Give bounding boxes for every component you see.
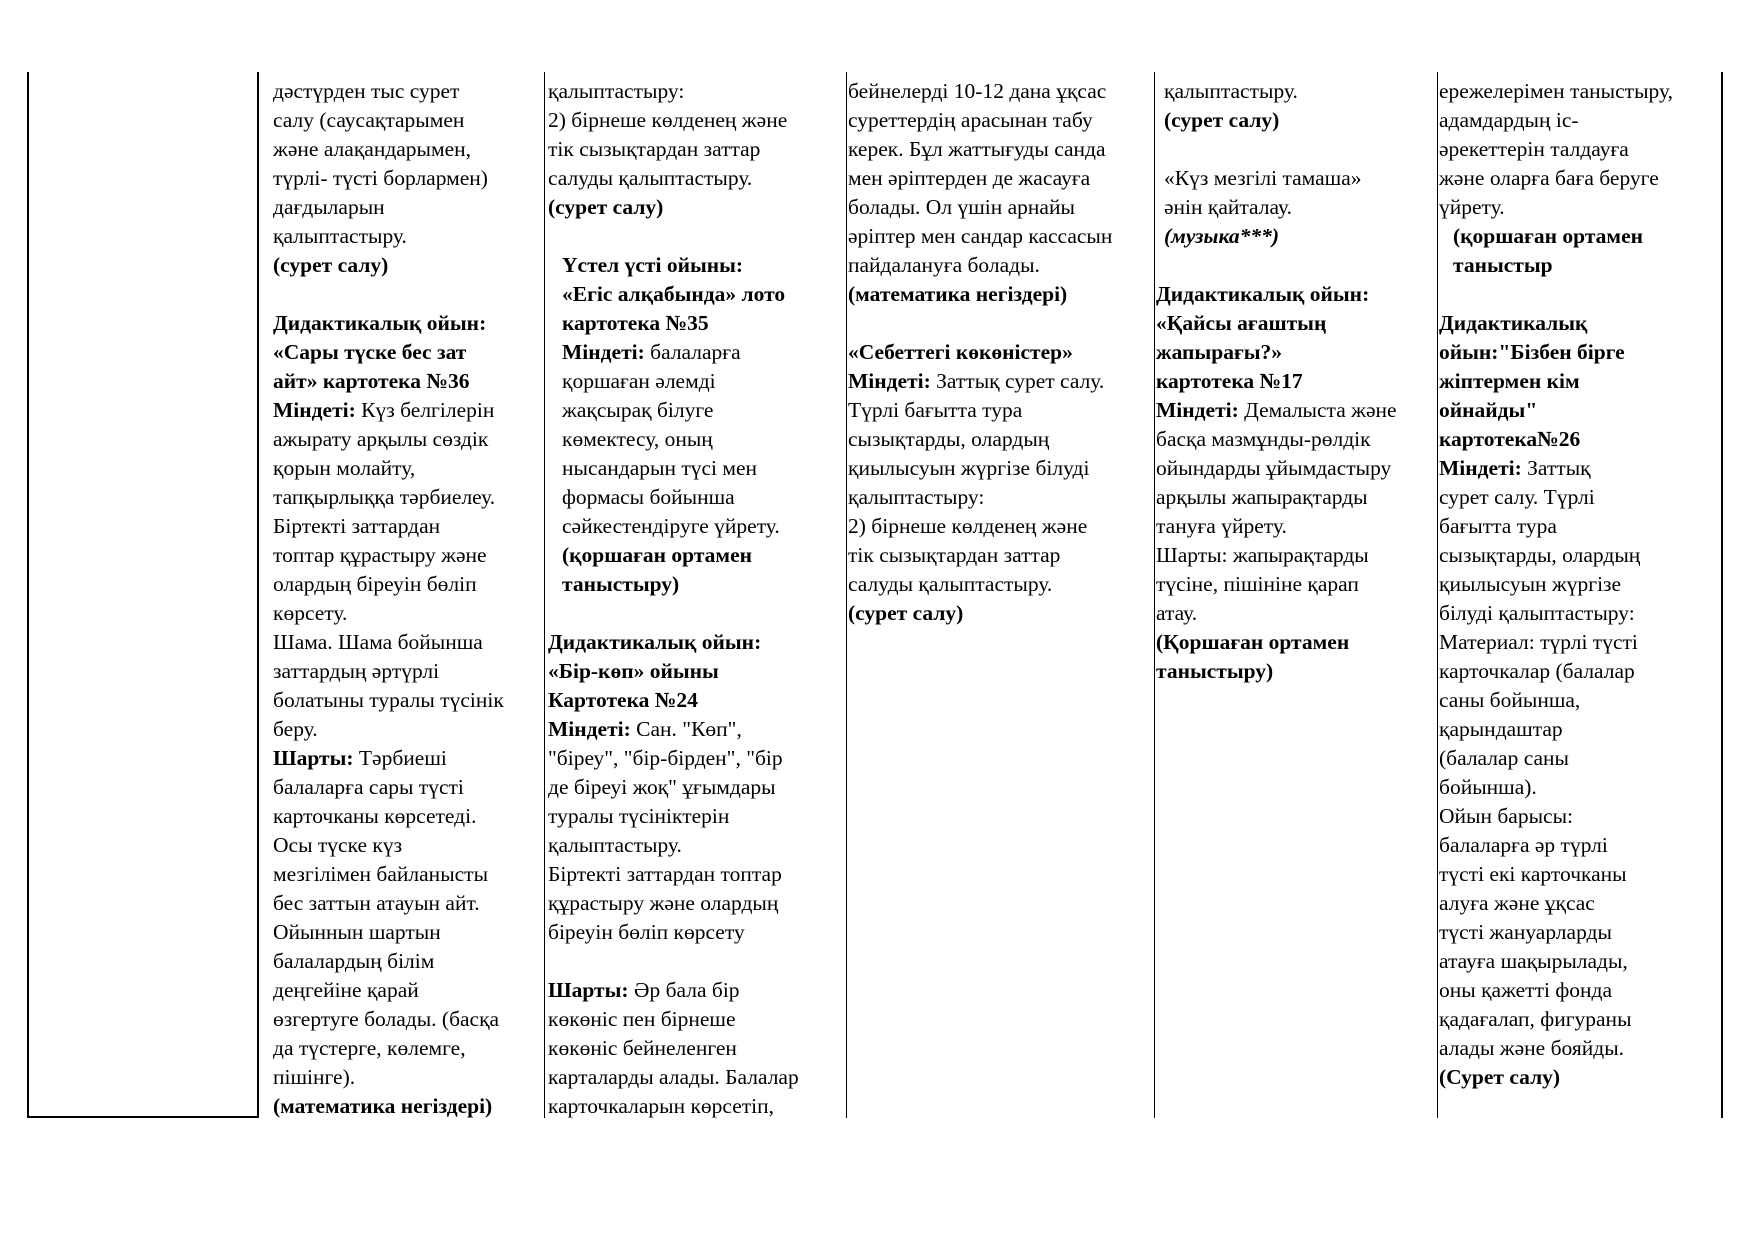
text-line: формасы бойынша [562,485,735,509]
text-line: түрлі- түсті борлармен) [273,166,488,190]
text-line: атау. [1156,601,1198,625]
text-line: ойындарды ұйымдастыру [1156,456,1392,480]
text-line: бағытта тура [1439,514,1557,538]
text-line: Осы түске күз [273,833,403,857]
text-line: түсті жануарларды [1439,920,1612,944]
text-line: пайдалануға болады. [848,253,1040,277]
text-line: өзгертуге болады. (басқа [273,1007,500,1031]
text-line: (балалар саны [1439,746,1569,770]
text-line: беру. [273,717,318,741]
text-line: Үстел үсті ойыны: [562,253,744,277]
text-line: де біреуі жоқ" ұғымдары [548,775,776,799]
text-line: туралы түсініктерін [548,804,730,828]
table-border-right [1721,72,1723,1118]
text-line: (Сурет салу) [1439,1065,1561,1089]
text-line: (сурет салу) [273,253,389,277]
text-line: бойынша). [1439,775,1537,799]
text-line: алуға және ұқсас [1439,891,1595,915]
text-line: Міндеті: Сан. "Көп", [548,717,742,741]
text-line: картотека №35 [562,311,709,335]
text-line: Міндеті: Заттық [1439,456,1591,480]
text-line: Міндеті: Демалыста және [1156,398,1397,422]
text-line: құрастыру және олардың [548,891,779,915]
text-line: қалыптастыру. [273,224,407,248]
text-line: Міндеті: Күз белгілерін [273,398,495,422]
text-line: әріптер мен сандар кассасын [848,224,1113,248]
column-divider-5 [1437,72,1438,1118]
column-divider-2 [544,72,545,1118]
text-line: әрекеттерін талдауға [1439,137,1629,161]
table-cell-col-2 [548,77,799,1121]
text-line: нысандарын түсі мен [562,456,758,480]
text-line: «Егіс алқабында» лото [562,282,786,306]
text-line: жапырағы?» [1156,340,1282,364]
text-line: қиылысуын жүргізе білуді [848,456,1090,480]
text-line: балалардың білім [273,949,435,973]
text-line: Дидактикалық ойын: [273,311,487,335]
text-line: қалыптастыру: [848,485,985,509]
text-line: Ойыннын шартын [273,920,441,944]
text-line: тануға үйрету. [1156,514,1287,538]
text-line: қадағалап, фигураны [1439,1007,1632,1031]
text-line: балаларға әр түрлі [1439,833,1608,857]
text-line: салуды қалыптастыру. [848,572,1053,596]
text-line: атауға шақырылады, [1439,949,1628,973]
text-line: «Бір-көп» ойыны [548,659,719,683]
text-line: сәйкестендіруге үйрету. [562,514,780,538]
text-line: Шама. Шама бойынша [273,630,483,654]
text-line: тік сызықтардан заттар [548,137,761,161]
text-line: ережелерімен таныстыру, [1439,79,1673,103]
text-line: және алақандарымен, [273,137,472,161]
text-line: 2) бірнеше көлденең және [548,108,788,132]
text-line: біреуін бөліп көрсету [548,920,745,944]
text-line: Біртекті заттардан топтар [548,862,782,886]
text-line: керек. Бұл жаттығуды санда [848,137,1106,161]
text-line: Картотека №24 [548,688,698,712]
text-line: таныстыр [1453,253,1553,277]
text-line: карточканы көрсетеді. [273,804,477,828]
text-line: таныстыру) [1156,659,1274,683]
text-line: басқа мазмұнды-рөлдік [1156,427,1371,451]
text-line: суреттердің арасынан табу [848,108,1093,132]
text-line: пішінге). [273,1065,356,1089]
text-line: көкөніс бейнеленген [548,1036,737,1060]
text-line: мен әріптерден де жасауға [848,166,1091,190]
text-line: ойын:"Бізбен бірге [1439,340,1625,364]
text-line: қалыптастыру. [1164,79,1298,103]
text-line: айт» картотека №36 [273,369,470,393]
text-line: дәстүрден тыс сурет [273,79,460,103]
text-line: Міндеті: балаларға [562,340,741,364]
text-line: «Күз мезгілі тамаша» [1164,166,1362,190]
text-line: Міндеті: Заттық сурет салу. [848,369,1105,393]
text-line: болатыны туралы түсінік [273,688,504,712]
text-line: сызықтарды, олардың [848,427,1050,451]
column-divider-4 [1154,72,1155,1118]
text-line: Дидактикалық ойын: [1156,282,1370,306]
text-line: Шарты: Әр бала бір [548,978,740,1002]
text-line: Дидактикалық [1439,311,1588,335]
text-line: саны бойынша, [1439,688,1581,712]
text-line: болады. Ол үшін арнайы [848,195,1075,219]
text-line: Түрлі бағытта тура [848,398,1023,422]
text-line: қалыптастыру: [548,79,685,103]
text-line: тапқырлыққа тәрбиелеу. [273,485,496,509]
text-line: түсті екі карточканы [1439,862,1627,886]
text-line: мезгілімен байланысты [273,862,489,886]
text-line: (Қоршаған ортамен [1156,630,1350,654]
text-line: көкөніс пен бірнеше [548,1007,736,1031]
table-border-left [27,72,29,1117]
text-line: қарындаштар [1439,717,1563,741]
text-line: Біртекті заттардан [273,514,441,538]
text-line: «Қайсы ағаштың [1156,311,1327,335]
text-line: жақсырақ білуге [562,398,714,422]
column-divider-3 [846,72,847,1118]
text-line: (математика негіздері) [273,1094,493,1118]
column-divider-1 [257,72,259,1118]
table-cell-col-4 [1156,77,1397,686]
text-line: (сурет салу) [848,601,964,625]
text-line: салу (саусақтарымен [273,108,465,132]
text-line: картотека№26 [1439,427,1581,451]
text-line: дағдыларын [273,195,385,219]
text-line: адамдардың іс- [1439,108,1579,132]
text-line: білуді қалыптастыру: [1439,601,1635,625]
text-line: арқылы жапырақтарды [1156,485,1368,509]
text-line: карточкаларын көрсетіп, [548,1094,774,1118]
text-line: (математика негіздері) [848,282,1068,306]
text-line: Ойын барысы: [1439,804,1573,828]
text-line: "біреу", "бір-бірден", "бір [548,746,783,770]
table-cell-col-5 [1439,77,1673,1092]
text-line: жіптермен кім [1439,369,1580,393]
text-line: оны қажетті фонда [1439,978,1612,1002]
text-line: (сурет салу) [1164,108,1280,132]
text-line: балаларға сары түсті [273,775,464,799]
text-line: да түстерге, көлемге, [273,1036,466,1060]
text-line: көрсету. [273,601,348,625]
text-line: (қоршаған ортамен [1453,224,1644,248]
text-line: қоршаған әлемді [562,369,716,393]
table-cell-col-1 [273,77,504,1121]
text-line: олардың біреуін бөліп [273,572,477,596]
table-cell-col-3 [848,77,1112,628]
text-line: «Сары түске бес зат [273,340,467,364]
text-line: қалыптастыру. [548,833,682,857]
text-line: қорын молайту, [273,456,416,480]
text-line: Шарты: Тәрбиеші [273,746,447,770]
text-line: сызықтарды, олардың [1439,543,1641,567]
text-line: және оларға баға беруге [1439,166,1659,190]
text-line: топтар құрастыру және [273,543,487,567]
text-line: бес заттын атауын айт. [273,891,480,915]
text-line: үйрету. [1439,195,1505,219]
text-line: көмектесу, оның [562,427,713,451]
text-line: салуды қалыптастыру. [548,166,753,190]
text-line: карточкалар (балалар [1439,659,1635,683]
text-line: қиылысуын жүргізе [1439,572,1622,596]
text-line: Шарты: жапырақтарды [1156,543,1369,567]
text-line: ойнайды" [1439,398,1538,422]
text-line: деңгейіне қарай [273,978,419,1002]
text-line: заттардың әртүрлі [273,659,440,683]
text-line: әнін қайталау. [1164,195,1292,219]
text-line: ажырату арқылы сөздік [273,427,489,451]
text-line: бейнелерді 10-12 дана ұқсас [848,79,1107,103]
text-line: (қоршаған ортамен [562,543,753,567]
text-line: «Себеттегі көкөністер» [848,340,1073,364]
text-line: Материал: түрлі түсті [1439,630,1638,654]
table-border-bottom [27,1116,259,1118]
text-line: карталарды алады. Балалар [548,1065,799,1089]
text-line: сурет салу. Түрлі [1439,485,1595,509]
text-line: (музыка***) [1164,224,1279,248]
text-line: алады және бояйды. [1439,1036,1625,1060]
text-line: 2) бірнеше көлденең және [848,514,1088,538]
text-line: картотека №17 [1156,369,1303,393]
text-line: таныстыру) [562,572,680,596]
text-line: (сурет салу) [548,195,664,219]
text-line: түсіне, пішініне қарап [1156,572,1359,596]
text-line: тік сызықтардан заттар [848,543,1061,567]
text-line: Дидактикалық ойын: [548,630,762,654]
